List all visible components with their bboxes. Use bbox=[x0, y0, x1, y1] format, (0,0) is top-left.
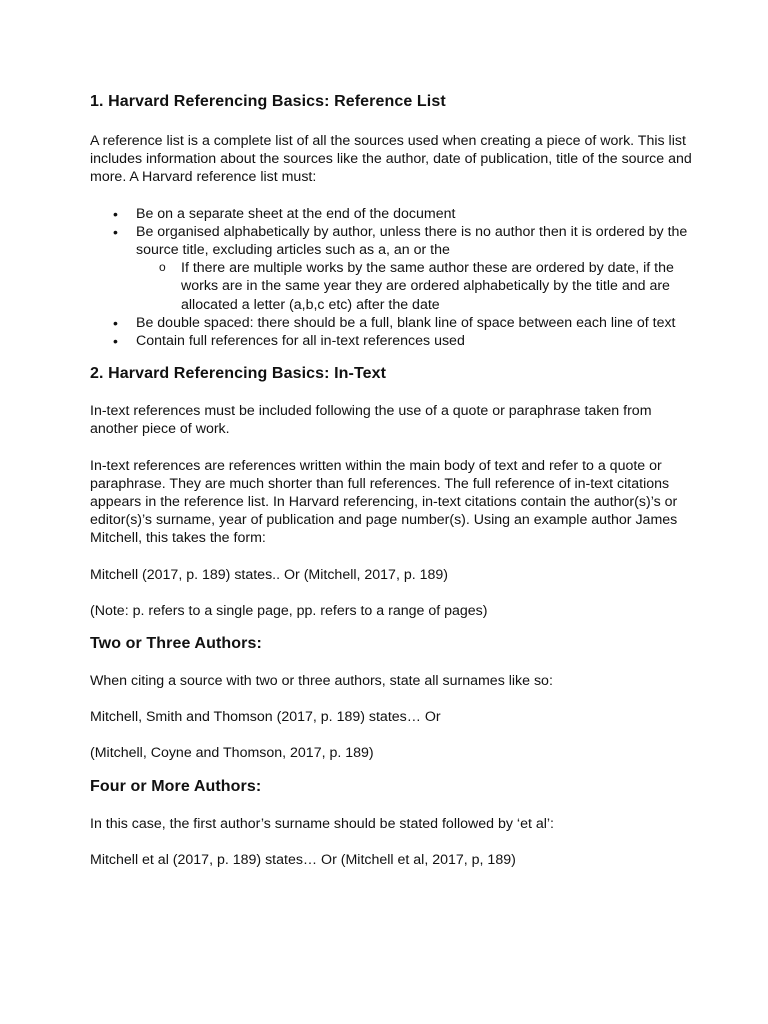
reference-list-intro: A reference list is a complete list of all the sources used when creating a piece of work. This list includes information about the sources like the author, date of publication, title of the source and more. A Harvard reference list must: bbox=[90, 133, 692, 186]
in-text-note: (Note: p. refers to a single page, pp. refers to a range of pages) bbox=[90, 602, 488, 619]
list-item-text: Contain full references for all in-text references used bbox=[136, 333, 465, 350]
hollow-bullet-icon: o bbox=[159, 260, 166, 275]
list-item bbox=[90, 332, 698, 350]
two-three-authors-intro: When citing a source with two or three authors, state all surnames like so: bbox=[90, 673, 553, 690]
bullet-icon: • bbox=[113, 205, 118, 222]
bullet-icon: • bbox=[113, 314, 118, 331]
reference-list-requirements bbox=[90, 205, 698, 351]
bullet-icon: • bbox=[113, 223, 118, 240]
list-item bbox=[90, 205, 698, 223]
four-more-authors-example: Mitchell et al (2017, p. 189) states… Or (Mitchell et al, 2017, p, 189) bbox=[90, 851, 516, 868]
list-item-text: Be organised alphabetically by author, unless there is no author then it is ordered by the source title, excluding articles such as a, an or the bbox=[136, 223, 688, 259]
list-item-text: Be on a separate sheet at the end of the document bbox=[136, 205, 456, 222]
sub-list-item-text: If there are multiple works by the same author these are ordered by date, if the works are in the same year they are ordered alphabetically by the title and are allocated a letter (a,b,c etc) after the date bbox=[181, 260, 674, 313]
list-item bbox=[90, 223, 698, 314]
sub-list bbox=[136, 259, 698, 314]
four-more-authors-intro: In this case, the first author’s surname should be stated followed by ‘et al’: bbox=[90, 815, 554, 832]
list-item-text: Be double spaced: there should be a full, blank line of space between each line of text bbox=[136, 314, 676, 331]
two-three-authors-example-1: Mitchell, Smith and Thomson (2017, p. 189) states… Or bbox=[90, 709, 441, 726]
sub-list-item bbox=[136, 259, 698, 314]
bullet-icon: • bbox=[113, 333, 118, 350]
section-heading-in-text: 2. Harvard Referencing Basics: In-Text bbox=[90, 365, 387, 383]
section-heading-two-three-authors: Two or Three Authors: bbox=[90, 635, 262, 653]
two-three-authors-example-2: (Mitchell, Coyne and Thomson, 2017, p. 189) bbox=[90, 745, 374, 762]
list-item bbox=[90, 314, 698, 332]
section-heading-four-more-authors: Four or More Authors: bbox=[90, 777, 262, 795]
in-text-para-1: In-text references must be included following the use of a quote or paraphrase taken from another piece of work. bbox=[90, 403, 652, 438]
in-text-para-2: In-text references are references written within the main body of text and refer to a quote or paraphrase. They are much shorter than full references. The full reference of in-text citations appears in the reference list. In Harvard referencing, in-text citations contain the author(s)’s or editor(s)’s surname, year of publication and page number(s). Using an example author James Mitchell, this takes the form: bbox=[90, 457, 678, 547]
in-text-example: Mitchell (2017, p. 189) states.. Or (Mitchell, 2017, p. 189) bbox=[90, 566, 449, 583]
section-heading-reference-list: 1. Harvard Referencing Basics: Reference List bbox=[90, 93, 446, 110]
